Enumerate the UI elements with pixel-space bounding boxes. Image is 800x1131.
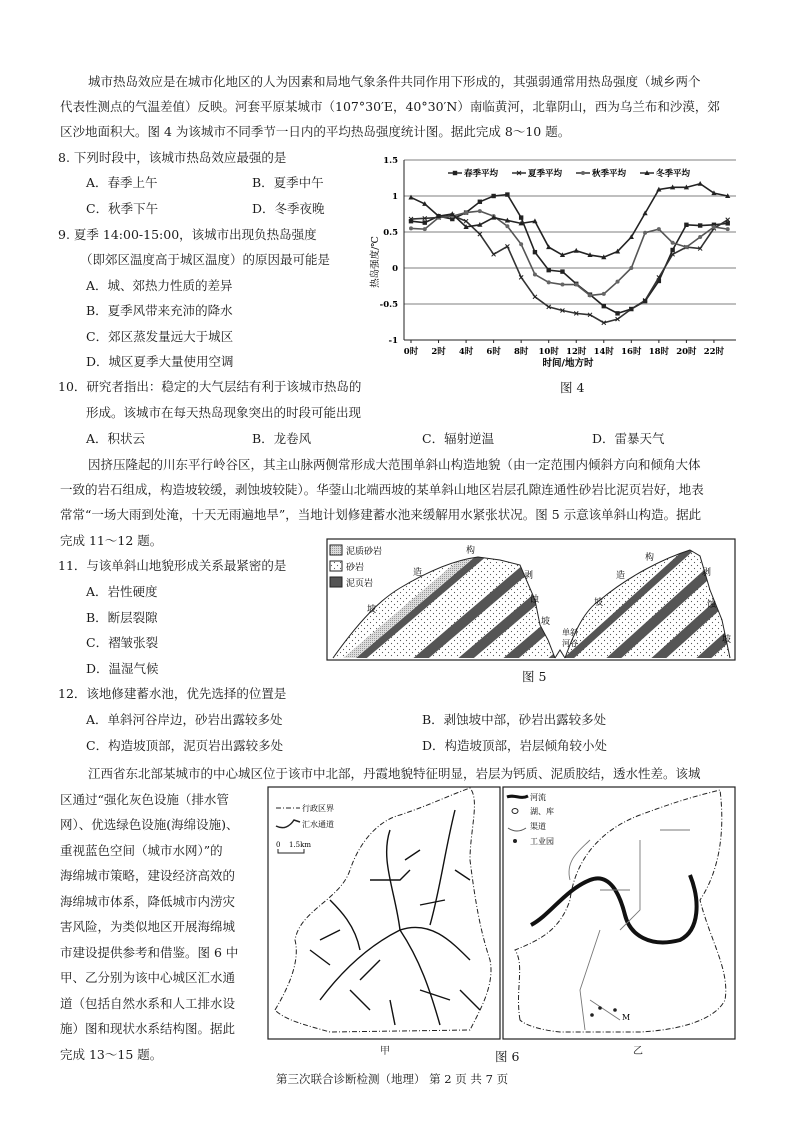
option-c: C．秋季下午	[86, 201, 159, 216]
y-tick-label: 1.5	[383, 156, 398, 166]
legend-label: 秋季平均	[592, 169, 627, 179]
legend-label: 春季平均	[464, 169, 499, 179]
option-d: D．城区夏季大量使用空调	[86, 354, 234, 369]
option-a: A．城、郊热力性质的差异	[86, 278, 233, 293]
option-b: B．断层裂隙	[86, 610, 158, 625]
page-footer: 第三次联合诊断检测（地理） 第 2 页 共 7 页	[276, 1072, 509, 1086]
legend-label: 工业园	[530, 837, 554, 846]
option-d: D．构造坡顶部，岩层倾角较小处	[422, 738, 608, 753]
x-axis-label: 时间/地方时	[542, 358, 594, 369]
x-tick-label: 6时	[486, 347, 501, 357]
question-stem: （即郊区温度高于城区温度）的原因最可能是	[80, 252, 331, 267]
text-line: 道（包括自然水系和人工排水设	[60, 996, 236, 1011]
y-tick-label: 0.5	[383, 228, 398, 238]
x-tick-label: 4时	[458, 347, 474, 357]
x-tick-label: 14时	[593, 347, 614, 357]
x-tick-label: 2时	[431, 347, 446, 357]
option-b: B．龙卷风	[252, 431, 312, 446]
legend-label: 湖、库	[530, 807, 554, 816]
option-a: A．春季上午	[86, 175, 158, 190]
legend-label: 河流	[530, 793, 546, 802]
option-d: D．雷暴天气	[592, 431, 665, 446]
figure-4-caption: 图 4	[560, 380, 585, 395]
x-tick-label: 18时	[648, 347, 670, 357]
label-shi: 蚀	[707, 600, 717, 610]
label-hegu: 河谷	[562, 639, 578, 648]
label-shi: 蚀	[530, 595, 540, 605]
figure-5-caption: 图 5	[522, 669, 547, 684]
legend-label: 渠道	[530, 822, 546, 831]
text-line: 市建设提供参考和借鉴。图 6 中	[60, 945, 239, 960]
legend-label: 泥页岩	[346, 579, 374, 589]
x-tick-label: 0时	[403, 347, 419, 357]
x-tick-label: 20时	[676, 347, 697, 357]
legend-label: 砂岩	[346, 563, 365, 573]
option-b: B．夏季中午	[252, 175, 324, 190]
map-jia-label: 甲	[380, 1046, 390, 1057]
map-jia	[268, 787, 500, 1039]
text-line: 完成 13～15 题。	[60, 1047, 163, 1062]
question-stem: 8. 下列时段中，该城市热岛效应最强的是	[58, 150, 287, 165]
text-line: 海绵城市体系，降低城市内涝灾	[60, 894, 236, 909]
scale-label: 0	[276, 841, 281, 849]
label-po: 坡	[722, 635, 732, 645]
label-po: 坡	[367, 605, 377, 615]
label-zao: 造	[616, 571, 626, 581]
y-tick-label: 1	[392, 192, 398, 202]
option-c: C．辐射逆温	[422, 431, 495, 446]
option-d: D．温湿气候	[86, 661, 159, 676]
question-stem: 形成。该城市在每天热岛现象突出的时段可能出现	[86, 405, 362, 420]
option-a: A．岩性硬度	[86, 584, 158, 599]
text-line: 害风险，为类似地区开展海绵城	[60, 919, 236, 934]
text-line: 网）、优选绿色设施(海绵设施)、	[60, 817, 239, 832]
text-line: 区沙地面积大。图 4 为该城市不同季节一日内的平均热岛强度统计图。据此完成 8～10 题。	[60, 124, 571, 139]
map-yi-label: 乙	[633, 1046, 643, 1057]
x-tick-label: 10时	[538, 347, 559, 357]
legend-label: 泥质砂岩	[346, 547, 383, 557]
text-line: 完成 11～12 题。	[60, 533, 163, 548]
legend-label: 夏季平均	[528, 169, 563, 179]
y-tick-label: 0	[392, 264, 398, 274]
question-stem: 12．该地修建蓄水池，优先选择的位置是	[58, 686, 287, 701]
question-stem: 11．与该单斜山地貌形成关系最紧密的是	[58, 558, 287, 573]
text-line: 江西省东北部某城市的中心城区位于该市中北部，丹霞地貌特征明显，岩层为钙质、泥质胶结，透水性差。该城	[88, 766, 701, 781]
option-a: A．积状云	[86, 431, 146, 446]
label-gou: 构	[645, 553, 655, 563]
x-tick-label: 16时	[621, 347, 642, 357]
text-line: 重视蓝色空间（城市水网）”的	[60, 843, 223, 858]
text-line: 海绵城市策略，建设经济高效的	[60, 868, 236, 883]
figure-6-caption: 图 6	[495, 1049, 520, 1064]
label-zao: 造	[413, 568, 423, 578]
label-danxie: 单斜	[562, 628, 578, 637]
scale-label: 1.5km	[289, 841, 312, 849]
text-line: 因挤压隆起的川东平行岭谷区，其主山脉两侧常形成大范围单斜山构造地貌（由一定范围内倾斜方向和倾角大体	[88, 457, 701, 472]
x-tick-label: 22时	[703, 347, 725, 357]
text-line: 甲、乙分别为该中心城区汇水通	[60, 970, 236, 985]
question-stem: 10．研究者指出：稳定的大气层结有利于该城市热岛的	[58, 379, 362, 394]
x-tick-label: 12时	[566, 347, 587, 357]
y-axis-label: 热岛强度/℃	[370, 236, 381, 288]
x-tick-label: 8时	[513, 347, 529, 357]
question-stem: 9. 夏季 14:00-15:00，该城市出现负热岛强度	[58, 227, 317, 242]
text-line: 区通过“强化灰色设施（排水管	[60, 792, 229, 807]
map-yi	[503, 787, 735, 1039]
text-line: 施）图和现状水系结构图。据此	[60, 1021, 236, 1036]
label-po: 坡	[541, 617, 551, 627]
option-c: C．褶皱张裂	[86, 635, 159, 650]
option-a: A．单斜河谷岸边，砂岩出露较多处	[86, 712, 283, 727]
y-tick-label: -0.5	[379, 300, 398, 310]
option-b: B．夏季风带来充沛的降水	[86, 303, 233, 318]
legend-label: 冬季平均	[656, 169, 691, 179]
label-gou: 构	[466, 546, 476, 556]
legend-label: 汇水通道	[302, 820, 334, 829]
y-tick-label: -1	[388, 336, 398, 346]
text-line: 常常“一场大雨到处淹，十天无雨遍地旱”，当地计划修建蓄水池来缓解用水紧张状况。图 5 示意该单斜山构造。据此	[60, 507, 702, 522]
point-m-label: M	[622, 1013, 631, 1022]
legend-label: 行政区界	[302, 804, 334, 813]
label-bo: 剥	[702, 568, 712, 578]
text-line: 城市热岛效应是在城市化地区的人为因素和局地气象条件共同作用下形成的，其强弱通常用热岛强度（城乡两个	[88, 74, 701, 89]
option-b: B．剥蚀坡中部，砂岩出露较多处	[422, 712, 607, 727]
option-d: D．冬季夜晚	[252, 201, 325, 216]
option-c: C．构造坡顶部，泥页岩出露较多处	[86, 738, 284, 753]
text-line: 代表性测点的气温差值）反映。河套平原某城市（107°30′E，40°30′N）南临黄河，北靠阴山，西为乌兰布和沙漠，郊	[60, 99, 720, 114]
option-c: C．郊区蒸发量远大于城区	[86, 329, 234, 344]
text-line: 一致的岩石组成，构造坡较缓，剥蚀坡较陡）。华蓥山北端西坡的某单斜山地区岩层孔隙连通性砂岩比泥页岩好，地表	[60, 482, 704, 497]
label-po: 坡	[594, 598, 604, 608]
label-bo: 剥	[524, 571, 534, 581]
